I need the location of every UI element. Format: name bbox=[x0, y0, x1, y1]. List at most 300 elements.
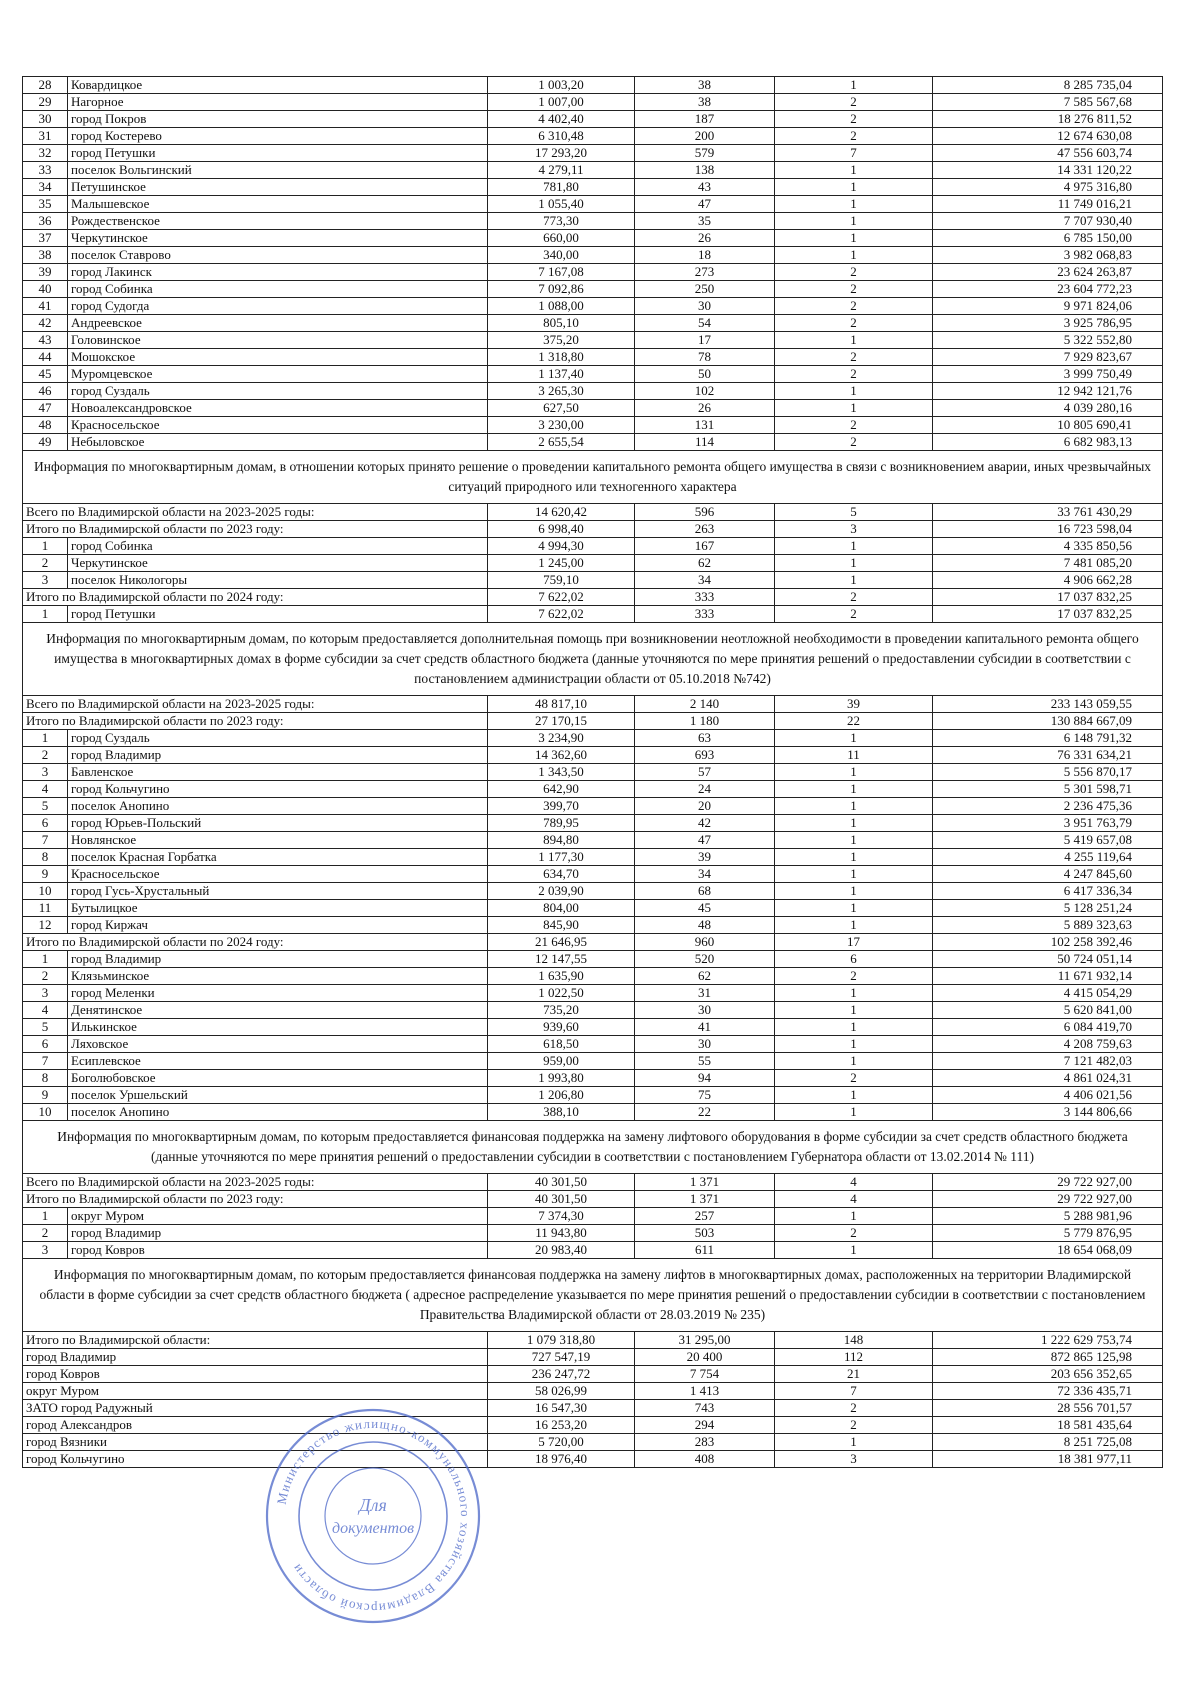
cost-cell: 33 761 430,29 bbox=[933, 504, 1163, 521]
houses-cell: 1 bbox=[775, 77, 933, 94]
area-cell: 845,90 bbox=[488, 917, 635, 934]
houses-cell: 1 bbox=[775, 764, 933, 781]
residents-cell: 1 180 bbox=[635, 713, 775, 730]
residents-cell: 102 bbox=[635, 383, 775, 400]
residents-cell: 42 bbox=[635, 815, 775, 832]
row-number-cell: 31 bbox=[23, 128, 68, 145]
table-row bbox=[23, 94, 1163, 111]
table-row bbox=[23, 572, 1163, 589]
residents-cell: 743 bbox=[635, 1400, 775, 1417]
houses-cell: 1 bbox=[775, 781, 933, 798]
municipality-cell: Андреевское bbox=[68, 315, 488, 332]
municipality-cell: Красносельское bbox=[68, 866, 488, 883]
municipality-cell: город Гусь-Хрустальный bbox=[68, 883, 488, 900]
area-cell: 340,00 bbox=[488, 247, 635, 264]
cost-cell: 6 084 419,70 bbox=[933, 1019, 1163, 1036]
municipality-cell: город Судогда bbox=[68, 298, 488, 315]
data-table bbox=[22, 76, 1163, 1468]
table-row bbox=[23, 247, 1163, 264]
area-cell: 6 310,48 bbox=[488, 128, 635, 145]
municipality-cell: Нагорное bbox=[68, 94, 488, 111]
cost-cell: 203 656 352,65 bbox=[933, 1366, 1163, 1383]
municipality-cell: город Владимир bbox=[68, 747, 488, 764]
total-row bbox=[23, 1332, 1163, 1349]
cost-cell: 12 674 630,08 bbox=[933, 128, 1163, 145]
area-cell: 1 177,30 bbox=[488, 849, 635, 866]
residents-cell: 579 bbox=[635, 145, 775, 162]
cost-cell: 872 865 125,98 bbox=[933, 1349, 1163, 1366]
cost-cell: 5 288 981,96 bbox=[933, 1208, 1163, 1225]
total-label: округ Муром bbox=[23, 1383, 488, 1400]
row-number-cell: 1 bbox=[23, 538, 68, 555]
residents-cell: 57 bbox=[635, 764, 775, 781]
houses-cell: 1 bbox=[775, 247, 933, 264]
houses-cell: 2 bbox=[775, 1225, 933, 1242]
area-cell: 375,20 bbox=[488, 332, 635, 349]
cost-cell: 18 381 977,11 bbox=[933, 1451, 1163, 1468]
stamp-center-ring bbox=[325, 1468, 421, 1564]
area-cell: 1 079 318,80 bbox=[488, 1332, 635, 1349]
residents-cell: 26 bbox=[635, 230, 775, 247]
total-label: город Кольчугино bbox=[23, 1451, 488, 1468]
table-row bbox=[23, 538, 1163, 555]
residents-cell: 39 bbox=[635, 849, 775, 866]
row-number-cell: 42 bbox=[23, 315, 68, 332]
houses-cell: 6 bbox=[775, 951, 933, 968]
table-row bbox=[23, 1087, 1163, 1104]
houses-cell: 2 bbox=[775, 968, 933, 985]
cost-cell: 5 301 598,71 bbox=[933, 781, 1163, 798]
row-number-cell: 3 bbox=[23, 985, 68, 1002]
row-number-cell: 47 bbox=[23, 400, 68, 417]
total-label: Итого по Владимирской области: bbox=[23, 1332, 488, 1349]
houses-cell: 1 bbox=[775, 1208, 933, 1225]
houses-cell: 7 bbox=[775, 1383, 933, 1400]
area-cell: 7 622,02 bbox=[488, 606, 635, 623]
residents-cell: 26 bbox=[635, 400, 775, 417]
area-cell: 1 007,00 bbox=[488, 94, 635, 111]
table-row bbox=[23, 213, 1163, 230]
municipality-cell: город Собинка bbox=[68, 538, 488, 555]
table-row bbox=[23, 730, 1163, 747]
municipality-cell: город Суздаль bbox=[68, 383, 488, 400]
area-cell: 759,10 bbox=[488, 572, 635, 589]
table-row bbox=[23, 781, 1163, 798]
residents-cell: 31 295,00 bbox=[635, 1332, 775, 1349]
area-cell: 789,95 bbox=[488, 815, 635, 832]
municipality-cell: Петушинское bbox=[68, 179, 488, 196]
municipality-cell: Денятинское bbox=[68, 1002, 488, 1019]
area-cell: 781,80 bbox=[488, 179, 635, 196]
municipality-cell: Ковардицкое bbox=[68, 77, 488, 94]
residents-cell: 20 400 bbox=[635, 1349, 775, 1366]
municipality-cell: Новлянское bbox=[68, 832, 488, 849]
row-number-cell: 44 bbox=[23, 349, 68, 366]
area-cell: 1 003,20 bbox=[488, 77, 635, 94]
stamp-inner-ring bbox=[299, 1442, 447, 1590]
residents-cell: 38 bbox=[635, 77, 775, 94]
cost-cell: 6 148 791,32 bbox=[933, 730, 1163, 747]
table-row bbox=[23, 434, 1163, 451]
houses-cell: 2 bbox=[775, 298, 933, 315]
residents-cell: 62 bbox=[635, 555, 775, 572]
row-number-cell: 37 bbox=[23, 230, 68, 247]
cost-cell: 18 581 435,64 bbox=[933, 1417, 1163, 1434]
houses-cell: 11 bbox=[775, 747, 933, 764]
official-stamp bbox=[262, 1405, 484, 1627]
total-row bbox=[23, 1383, 1163, 1400]
residents-cell: 138 bbox=[635, 162, 775, 179]
row-number-cell: 2 bbox=[23, 555, 68, 572]
row-number-cell: 48 bbox=[23, 417, 68, 434]
area-cell: 1 137,40 bbox=[488, 366, 635, 383]
row-number-cell: 5 bbox=[23, 1019, 68, 1036]
cost-cell: 23 604 772,23 bbox=[933, 281, 1163, 298]
table-row bbox=[23, 281, 1163, 298]
area-cell: 7 167,08 bbox=[488, 264, 635, 281]
area-cell: 40 301,50 bbox=[488, 1174, 635, 1191]
houses-cell: 4 bbox=[775, 1191, 933, 1208]
cost-cell: 5 620 841,00 bbox=[933, 1002, 1163, 1019]
table-row bbox=[23, 1036, 1163, 1053]
cost-cell: 102 258 392,46 bbox=[933, 934, 1163, 951]
municipality-cell: поселок Анопино bbox=[68, 1104, 488, 1121]
municipality-cell: Красносельское bbox=[68, 417, 488, 434]
total-row bbox=[23, 1451, 1163, 1468]
residents-cell: 43 bbox=[635, 179, 775, 196]
total-row bbox=[23, 934, 1163, 951]
residents-cell: 30 bbox=[635, 298, 775, 315]
cost-cell: 5 322 552,80 bbox=[933, 332, 1163, 349]
residents-cell: 693 bbox=[635, 747, 775, 764]
houses-cell: 2 bbox=[775, 264, 933, 281]
area-cell: 4 279,11 bbox=[488, 162, 635, 179]
row-number-cell: 38 bbox=[23, 247, 68, 264]
section-heading-row bbox=[23, 623, 1163, 696]
cost-cell: 4 255 119,64 bbox=[933, 849, 1163, 866]
area-cell: 773,30 bbox=[488, 213, 635, 230]
houses-cell: 39 bbox=[775, 696, 933, 713]
area-cell: 27 170,15 bbox=[488, 713, 635, 730]
area-cell: 11 943,80 bbox=[488, 1225, 635, 1242]
table-row bbox=[23, 1242, 1163, 1259]
houses-cell: 1 bbox=[775, 196, 933, 213]
table-row bbox=[23, 77, 1163, 94]
total-row bbox=[23, 1349, 1163, 1366]
table-row bbox=[23, 832, 1163, 849]
houses-cell: 2 bbox=[775, 315, 933, 332]
row-number-cell: 5 bbox=[23, 798, 68, 815]
table-row bbox=[23, 900, 1163, 917]
houses-cell: 1 bbox=[775, 400, 933, 417]
houses-cell: 5 bbox=[775, 504, 933, 521]
residents-cell: 17 bbox=[635, 332, 775, 349]
municipality-cell: Клязьминское bbox=[68, 968, 488, 985]
table-row bbox=[23, 315, 1163, 332]
total-row bbox=[23, 1400, 1163, 1417]
municipality-cell: город Владимир bbox=[68, 951, 488, 968]
table-row bbox=[23, 383, 1163, 400]
municipality-cell: Бавленское bbox=[68, 764, 488, 781]
municipality-cell: Черкутинское bbox=[68, 230, 488, 247]
residents-cell: 50 bbox=[635, 366, 775, 383]
houses-cell: 1 bbox=[775, 1242, 933, 1259]
area-cell: 1 993,80 bbox=[488, 1070, 635, 1087]
area-cell: 727 547,19 bbox=[488, 1349, 635, 1366]
area-cell: 2 039,90 bbox=[488, 883, 635, 900]
area-cell: 5 720,00 bbox=[488, 1434, 635, 1451]
municipality-cell: Бутылицкое bbox=[68, 900, 488, 917]
cost-cell: 8 251 725,08 bbox=[933, 1434, 1163, 1451]
houses-cell: 112 bbox=[775, 1349, 933, 1366]
residents-cell: 62 bbox=[635, 968, 775, 985]
residents-cell: 20 bbox=[635, 798, 775, 815]
row-number-cell: 29 bbox=[23, 94, 68, 111]
table-row bbox=[23, 849, 1163, 866]
cost-cell: 6 785 150,00 bbox=[933, 230, 1163, 247]
section-heading-row bbox=[23, 1259, 1163, 1332]
residents-cell: 47 bbox=[635, 832, 775, 849]
total-label: город Ковров bbox=[23, 1366, 488, 1383]
houses-cell: 148 bbox=[775, 1332, 933, 1349]
municipality-cell: Новоалександровское bbox=[68, 400, 488, 417]
houses-cell: 2 bbox=[775, 589, 933, 606]
municipality-cell: город Меленки bbox=[68, 985, 488, 1002]
table-row bbox=[23, 764, 1163, 781]
cost-cell: 14 331 120,22 bbox=[933, 162, 1163, 179]
municipality-cell: город Петушки bbox=[68, 145, 488, 162]
row-number-cell: 32 bbox=[23, 145, 68, 162]
houses-cell: 1 bbox=[775, 883, 933, 900]
residents-cell: 257 bbox=[635, 1208, 775, 1225]
area-cell: 7 374,30 bbox=[488, 1208, 635, 1225]
municipality-cell: Рождественское bbox=[68, 213, 488, 230]
table-row bbox=[23, 298, 1163, 315]
area-cell: 1 206,80 bbox=[488, 1087, 635, 1104]
municipality-cell: город Юрьев-Польский bbox=[68, 815, 488, 832]
total-label: Всего по Владимирской области на 2023-2025 годы: bbox=[23, 504, 488, 521]
houses-cell: 1 bbox=[775, 832, 933, 849]
row-number-cell: 36 bbox=[23, 213, 68, 230]
row-number-cell: 43 bbox=[23, 332, 68, 349]
total-label: Итого по Владимирской области по 2023 году: bbox=[23, 713, 488, 730]
houses-cell: 1 bbox=[775, 230, 933, 247]
table-row bbox=[23, 815, 1163, 832]
cost-cell: 5 779 876,95 bbox=[933, 1225, 1163, 1242]
cost-cell: 18 654 068,09 bbox=[933, 1242, 1163, 1259]
area-cell: 4 402,40 bbox=[488, 111, 635, 128]
total-row bbox=[23, 589, 1163, 606]
area-cell: 627,50 bbox=[488, 400, 635, 417]
total-label: Итого по Владимирской области по 2024 году: bbox=[23, 934, 488, 951]
cost-cell: 3 144 806,66 bbox=[933, 1104, 1163, 1121]
area-cell: 7 622,02 bbox=[488, 589, 635, 606]
cost-cell: 9 971 824,06 bbox=[933, 298, 1163, 315]
table-row bbox=[23, 917, 1163, 934]
residents-cell: 54 bbox=[635, 315, 775, 332]
cost-cell: 4 406 021,56 bbox=[933, 1087, 1163, 1104]
cost-cell: 12 942 121,76 bbox=[933, 383, 1163, 400]
cost-cell: 76 331 634,21 bbox=[933, 747, 1163, 764]
table-row bbox=[23, 1019, 1163, 1036]
area-cell: 17 293,20 bbox=[488, 145, 635, 162]
cost-cell: 4 415 054,29 bbox=[933, 985, 1163, 1002]
municipality-cell: Черкутинское bbox=[68, 555, 488, 572]
residents-cell: 167 bbox=[635, 538, 775, 555]
residents-cell: 94 bbox=[635, 1070, 775, 1087]
area-cell: 618,50 bbox=[488, 1036, 635, 1053]
houses-cell: 17 bbox=[775, 934, 933, 951]
document-page bbox=[22, 76, 1162, 1468]
table-row bbox=[23, 111, 1163, 128]
houses-cell: 3 bbox=[775, 1451, 933, 1468]
municipality-cell: Малышевское bbox=[68, 196, 488, 213]
row-number-cell: 1 bbox=[23, 951, 68, 968]
houses-cell: 1 bbox=[775, 1019, 933, 1036]
residents-cell: 408 bbox=[635, 1451, 775, 1468]
cost-cell: 2 236 475,36 bbox=[933, 798, 1163, 815]
area-cell: 1 088,00 bbox=[488, 298, 635, 315]
cost-cell: 17 037 832,25 bbox=[933, 606, 1163, 623]
area-cell: 804,00 bbox=[488, 900, 635, 917]
residents-cell: 41 bbox=[635, 1019, 775, 1036]
area-cell: 16 547,30 bbox=[488, 1400, 635, 1417]
residents-cell: 31 bbox=[635, 985, 775, 1002]
total-row bbox=[23, 1417, 1163, 1434]
residents-cell: 55 bbox=[635, 1053, 775, 1070]
area-cell: 4 994,30 bbox=[488, 538, 635, 555]
houses-cell: 1 bbox=[775, 572, 933, 589]
cost-cell: 4 247 845,60 bbox=[933, 866, 1163, 883]
municipality-cell: Боголюбовское bbox=[68, 1070, 488, 1087]
table-row bbox=[23, 1208, 1163, 1225]
houses-cell: 1 bbox=[775, 383, 933, 400]
area-cell: 40 301,50 bbox=[488, 1191, 635, 1208]
houses-cell: 2 bbox=[775, 94, 933, 111]
residents-cell: 34 bbox=[635, 866, 775, 883]
row-number-cell: 9 bbox=[23, 866, 68, 883]
residents-cell: 75 bbox=[635, 1087, 775, 1104]
residents-cell: 38 bbox=[635, 94, 775, 111]
row-number-cell: 45 bbox=[23, 366, 68, 383]
houses-cell: 7 bbox=[775, 145, 933, 162]
houses-cell: 2 bbox=[775, 606, 933, 623]
area-cell: 2 655,54 bbox=[488, 434, 635, 451]
cost-cell: 4 039 280,16 bbox=[933, 400, 1163, 417]
houses-cell: 1 bbox=[775, 917, 933, 934]
area-cell: 805,10 bbox=[488, 315, 635, 332]
area-cell: 1 245,00 bbox=[488, 555, 635, 572]
residents-cell: 7 754 bbox=[635, 1366, 775, 1383]
table-row bbox=[23, 1104, 1163, 1121]
residents-cell: 283 bbox=[635, 1434, 775, 1451]
residents-cell: 114 bbox=[635, 434, 775, 451]
cost-cell: 10 805 690,41 bbox=[933, 417, 1163, 434]
table-row bbox=[23, 968, 1163, 985]
table-row bbox=[23, 162, 1163, 179]
cost-cell: 3 982 068,83 bbox=[933, 247, 1163, 264]
table-row bbox=[23, 1053, 1163, 1070]
houses-cell: 1 bbox=[775, 1053, 933, 1070]
cost-cell: 23 624 263,87 bbox=[933, 264, 1163, 281]
area-cell: 18 976,40 bbox=[488, 1451, 635, 1468]
row-number-cell: 35 bbox=[23, 196, 68, 213]
houses-cell: 1 bbox=[775, 1002, 933, 1019]
houses-cell: 2 bbox=[775, 1417, 933, 1434]
row-number-cell: 41 bbox=[23, 298, 68, 315]
cost-cell: 50 724 051,14 bbox=[933, 951, 1163, 968]
total-label: город Вязники bbox=[23, 1434, 488, 1451]
cost-cell: 29 722 927,00 bbox=[933, 1191, 1163, 1208]
table-row bbox=[23, 866, 1163, 883]
houses-cell: 21 bbox=[775, 1366, 933, 1383]
houses-cell: 1 bbox=[775, 162, 933, 179]
table-row bbox=[23, 400, 1163, 417]
cost-cell: 3 925 786,95 bbox=[933, 315, 1163, 332]
municipality-cell: округ Муром bbox=[68, 1208, 488, 1225]
cost-cell: 3 999 750,49 bbox=[933, 366, 1163, 383]
total-label: Итого по Владимирской области по 2023 году: bbox=[23, 521, 488, 538]
row-number-cell: 34 bbox=[23, 179, 68, 196]
residents-cell: 200 bbox=[635, 128, 775, 145]
municipality-cell: город Петушки bbox=[68, 606, 488, 623]
section-heading: Информация по многоквартирным домам, по которым предоставляется дополнительная помощь при возникновении неотложной необходимости в проведении капитального ремонта общего имущества в многоквартирных домах в форме субсидии за счет средств областного бюджета (данные уточняются по мере принятия решений о предоставлении субсидии в соответствии с постановлением администрации области от 05.10.2018 №742) bbox=[23, 623, 1163, 696]
houses-cell: 1 bbox=[775, 798, 933, 815]
cost-cell: 7 929 823,67 bbox=[933, 349, 1163, 366]
table-row bbox=[23, 366, 1163, 383]
houses-cell: 2 bbox=[775, 417, 933, 434]
houses-cell: 1 bbox=[775, 213, 933, 230]
cost-cell: 1 222 629 753,74 bbox=[933, 1332, 1163, 1349]
cost-cell: 4 906 662,28 bbox=[933, 572, 1163, 589]
area-cell: 16 253,20 bbox=[488, 1417, 635, 1434]
row-number-cell: 6 bbox=[23, 1036, 68, 1053]
residents-cell: 63 bbox=[635, 730, 775, 747]
total-label: Всего по Владимирской области на 2023-2025 годы: bbox=[23, 1174, 488, 1191]
area-cell: 634,70 bbox=[488, 866, 635, 883]
row-number-cell: 3 bbox=[23, 572, 68, 589]
total-row bbox=[23, 1366, 1163, 1383]
stamp-center-line-2: документов bbox=[331, 1520, 415, 1537]
section-heading: Информация по многоквартирным домам, по которым предоставляется финансовая поддержка на замену лифтов в многоквартирных домах, расположенных на территории Владимирской области в форме субсидии за счет средств областного бюджета ( адресное распределение указывается по мере принятия решений о предоставлении субсидии в соответствии с постановлением Правительства Владимирской области от 28.03.2019 № 235) bbox=[23, 1259, 1163, 1332]
cost-cell: 6 417 336,34 bbox=[933, 883, 1163, 900]
total-row bbox=[23, 504, 1163, 521]
residents-cell: 333 bbox=[635, 589, 775, 606]
municipality-cell: поселок Ставрово bbox=[68, 247, 488, 264]
table-row bbox=[23, 798, 1163, 815]
table-row bbox=[23, 555, 1163, 572]
table-row bbox=[23, 230, 1163, 247]
houses-cell: 1 bbox=[775, 332, 933, 349]
cost-cell: 7 585 567,68 bbox=[933, 94, 1163, 111]
area-cell: 20 983,40 bbox=[488, 1242, 635, 1259]
houses-cell: 1 bbox=[775, 900, 933, 917]
cost-cell: 18 276 811,52 bbox=[933, 111, 1163, 128]
municipality-cell: поселок Анопино bbox=[68, 798, 488, 815]
houses-cell: 22 bbox=[775, 713, 933, 730]
houses-cell: 1 bbox=[775, 1087, 933, 1104]
area-cell: 12 147,55 bbox=[488, 951, 635, 968]
cost-cell: 233 143 059,55 bbox=[933, 696, 1163, 713]
table-row bbox=[23, 179, 1163, 196]
row-number-cell: 10 bbox=[23, 883, 68, 900]
cost-cell: 16 723 598,04 bbox=[933, 521, 1163, 538]
area-cell: 14 362,60 bbox=[488, 747, 635, 764]
total-label: Итого по Владимирской области по 2024 году: bbox=[23, 589, 488, 606]
cost-cell: 6 682 983,13 bbox=[933, 434, 1163, 451]
residents-cell: 35 bbox=[635, 213, 775, 230]
residents-cell: 187 bbox=[635, 111, 775, 128]
